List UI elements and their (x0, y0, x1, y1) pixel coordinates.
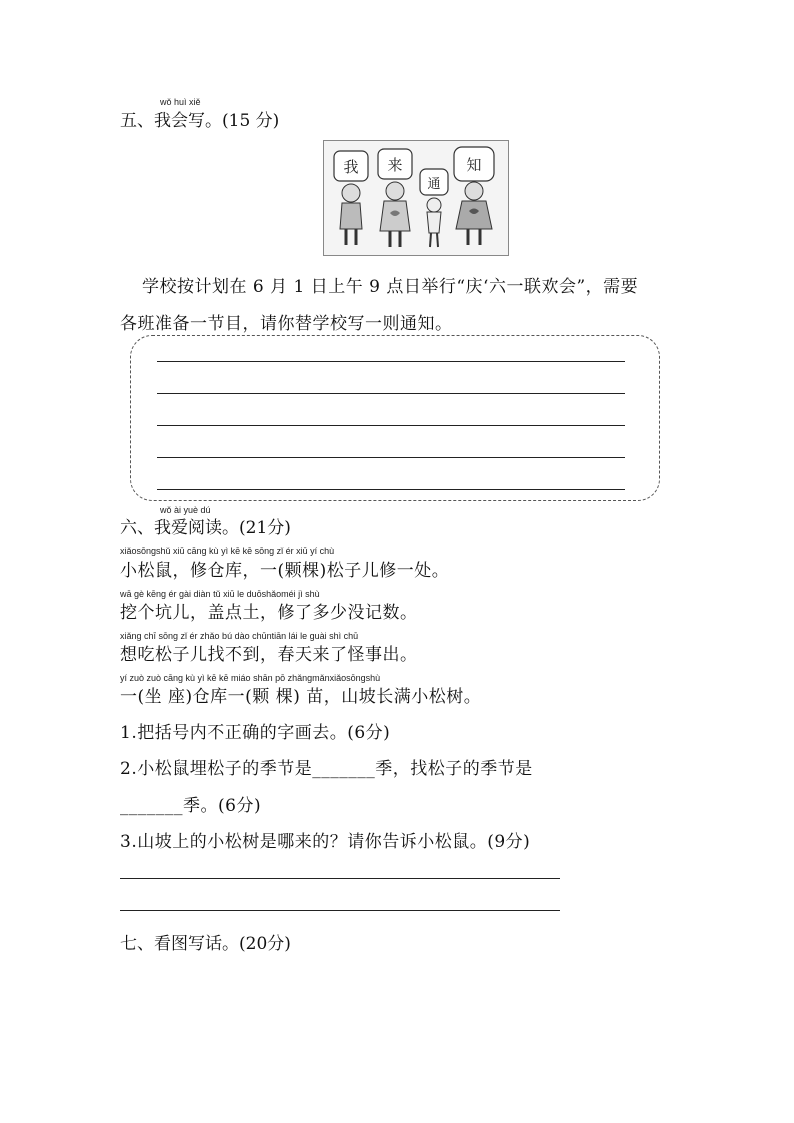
answer-box (130, 335, 660, 501)
answer-line[interactable] (120, 910, 560, 911)
poem-line-1-pinyin: xiǎosōngshǔ xiū cāng kù yì kē kē sōng zǐ ér xiū yí chù (120, 546, 335, 556)
answer-line[interactable] (120, 878, 560, 879)
section5-title: 五、我会写。(15 分) (120, 111, 280, 131)
answer-line[interactable] (157, 457, 625, 458)
sign-4: 知 (466, 156, 482, 174)
sign-1: 我 (343, 158, 359, 176)
children-holding-signs-illustration (324, 141, 508, 255)
poem-line-4: 一(坐 座)仓库一(颗 棵) 苗，山坡长满小松树。 (120, 687, 482, 707)
question-1: 1.把括号内不正确的字画去。(6分) (120, 723, 391, 743)
section5-prompt-line2: 各班准备一节目，请你替学校写一则通知。 (120, 314, 453, 334)
poem-line-2: 挖个坑儿，盖点土，修了多少没记数。 (120, 603, 418, 623)
answer-line[interactable] (157, 393, 625, 394)
poem-line-3: 想吃松子儿找不到，春天来了怪事出。 (120, 645, 418, 665)
sign-2: 来 (387, 156, 403, 174)
section5-pinyin: wǒ huì xiě (160, 97, 201, 107)
sign-3: 通 (427, 177, 441, 192)
question-2-part1: 2.小松鼠埋松子的季节是_______季，找松子的季节是 (120, 759, 533, 779)
answer-line[interactable] (157, 361, 625, 362)
section7-title: 七、看图写话。(20分) (120, 934, 291, 954)
section5-prompt-line1: 学校按计划在 6 月 1 日上午 9 点日举行“庆‘六一联欢会”，需要 (142, 277, 639, 297)
poem-line-2-pinyin: wā gè kēng ér gài diàn tǔ xiū le duōshǎoméi jì shù (120, 589, 320, 599)
section6-title: 六、我爱阅读。(21分) (120, 518, 291, 538)
answer-line[interactable] (157, 425, 625, 426)
question-2-part2: _______季。(6分) (120, 796, 262, 816)
answer-line[interactable] (157, 489, 625, 490)
illustration (323, 140, 509, 256)
poem-line-3-pinyin: xiǎng chī sōng zǐ ér zhǎo bú dào chūntiān lái le guài shì chū (120, 631, 359, 641)
section6-pinyin: wǒ ài yuè dú (160, 505, 211, 515)
question-3: 3.山坡上的小松树是哪来的？请你告诉小松鼠。(9分) (120, 832, 531, 852)
poem-line-4-pinyin: yí zuò zuò cāng kù yì kē kē miáo shān pō zhǎngmǎnxiǎosōngshù (120, 673, 381, 683)
poem-line-1: 小松鼠，修仓库，一(颗棵)松子儿修一处。 (120, 561, 450, 581)
